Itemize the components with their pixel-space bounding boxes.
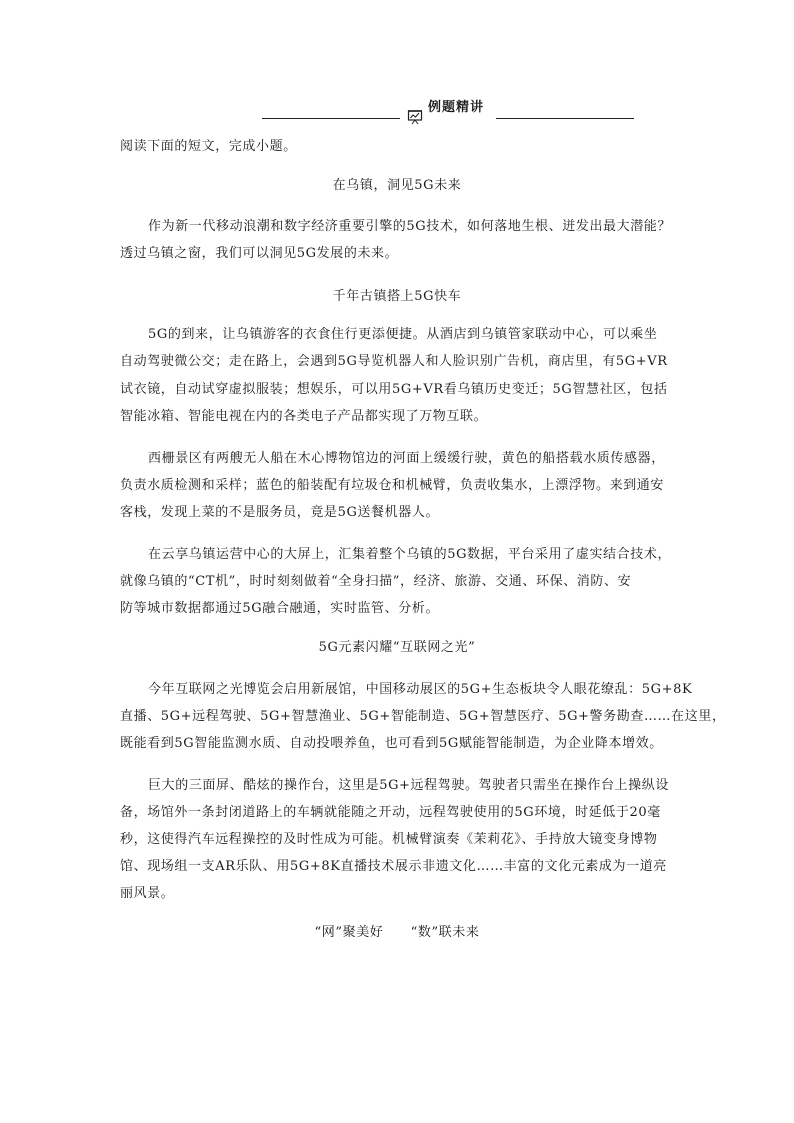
para2-line-2: 负责水质检测和采样；蓝色的船装配有垃圾仓和机械臂，负责收集水，上漂浮物。来到通安 <box>120 478 665 493</box>
para2-line-3: 客栈，发现上菜的不是服务员，竟是5G送餐机器人。 <box>120 505 440 520</box>
para4-line-1: 今年互联网之光博览会启用新展馆，中国移动展区的5G+生态板块令人眼花缭乱：5G+8K <box>148 682 693 697</box>
para5-line-2: 备，场馆外一条封闭道路上的车辆就能随之开动，远程驾驶使用的5G环境，时延低于20毫 <box>120 805 661 820</box>
para4-line-3: 既能看到5G智能监测水质、自动投喂养鱼，也可看到5G赋能智能制造，为企业降本增效。 <box>120 736 663 751</box>
para3-line-2: 就像乌镇的“CT机”，时时刻刻做着“全身扫描”，经济、旅游、交通、环保、消防、安 <box>120 574 632 589</box>
section-heading-3: “网”聚美好 “数”联未来 <box>314 925 480 940</box>
para3-line-1: 在云享乌镇运营中心的大屏上，汇集着整个乌镇的5G数据，平台采用了虚实结合技术， <box>148 547 672 562</box>
header-rule-left <box>262 118 400 119</box>
section-heading-1: 千年古镇搭上5G快车 <box>332 289 462 304</box>
para1-line-4: 智能冰箱、智能电视在内的各类电子产品都实现了万物互联。 <box>120 409 488 424</box>
para2-line-1: 西栅景区有两艘无人船在木心博物馆边的河面上缓缓行驶，黄色的船搭载水质传感器， <box>148 451 665 466</box>
article-title: 在乌镇，洞见5G未来 <box>332 178 462 193</box>
para5-line-1: 巨大的三面屏、酷炫的操作台，这里是5G+远程驾驶。驾驶者只需坐在操作台上操纵设 <box>148 778 669 793</box>
para1-line-3: 试衣镜，自动试穿虚拟服装；想娱乐，可以用5G+VR看乌镇历史变迁；5G智慧社区，包括 <box>120 382 668 397</box>
section-title: 例题精讲 <box>428 100 485 115</box>
presentation-chart-icon <box>407 109 423 125</box>
instruction-text: 阅读下面的短文，完成小题。 <box>120 139 297 154</box>
para1-line-2: 自动驾驶微公交；走在路上，会遇到5G导览机器人和人脸识别广告机，商店里，有5G+VR <box>120 354 668 369</box>
intro-line-2: 透过乌镇之窗，我们可以洞见5G发展的未来。 <box>120 246 399 261</box>
para5-line-3: 秒，这使得汽车远程操控的及时性成为可能。机械臂演奏《茉莉花》、手持放大镜变身博物 <box>120 832 658 847</box>
para1-line-1: 5G的到来，让乌镇游客的衣食住行更添便捷。从酒店到乌镇管家联动中心，可以乘坐 <box>148 327 658 342</box>
section-heading-2: 5G元素闪耀“互联网之光” <box>318 640 476 655</box>
para5-line-5: 丽风景。 <box>120 886 175 901</box>
para4-line-2: 直播、5G+远程驾驶、5G+智慧渔业、5G+智能制造、5G+智慧医疗、5G+警务勘查……在这里， <box>120 709 726 724</box>
para3-line-3: 防等城市数据都通过5G融合融通，实时监管、分析。 <box>120 601 440 616</box>
section-header <box>262 96 634 130</box>
para5-line-4: 馆、现场组一支AR乐队、用5G+8K直播技术展示非遗文化……丰富的文化元素成为一道亮 <box>120 859 667 874</box>
header-rule-right <box>496 118 634 119</box>
intro-line-1: 作为新一代移动浪潮和数字经济重要引擎的5G技术，如何落地生根、迸发出最大潜能？ <box>148 219 672 234</box>
